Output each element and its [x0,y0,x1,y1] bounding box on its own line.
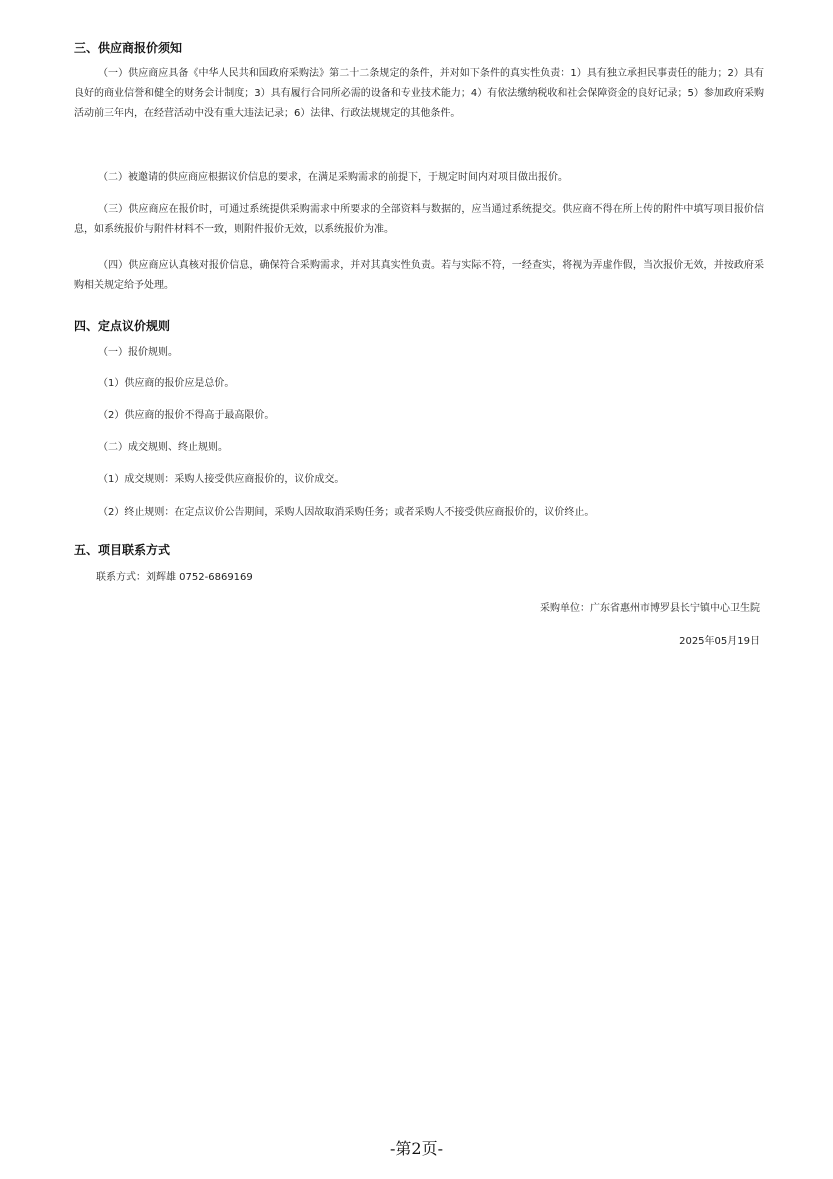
section-title-supplier-quotation-notice: 三、供应商报价须知 [74,41,183,55]
rule-line: （1）供应商的报价应是总价。 [98,378,235,389]
purchaser-name: 采购单位：广东省惠州市博罗县长宁镇中心卫生院 [540,603,760,614]
rule-line: （1）成交规则：采购人接受供应商报价的，议价成交。 [98,474,345,485]
paragraph-verify-quotation: （四）供应商应认真核对报价信息，确保符合采购需求，并对其真实性负责。若与实际不符，一经查实，将视为弄虚作假，当次报价无效，并按政府采购相关规定给予处理。 [74,260,764,291]
paragraph-supplier-qualifications: （一）供应商应具备《中华人民共和国政府采购法》第二十二条规定的条件，并对如下条件的真实性负责：1）具有独立承担民事责任的能力；2）具有良好的商业信誉和健全的财务会计制度；3）具有履行合同所必需的设备和专业技术能力；4）有依法缴纳税收和社会保障资金的良好记录；5）参加政府采购活动前三年内，在经营活动中没有重大违法记录；6）法律、行政法规规定的其他条件。 [74,68,764,119]
rule-line: （2）终止规则：在定点议价公告期间，采购人因故取消采购任务；或者采购人不接受供应商报价的，议价终止。 [98,507,595,518]
section-title-pricing-rules: 四、定点议价规则 [74,319,171,333]
page-number: -第2页- [390,1139,443,1158]
rule-line: （一）报价规则。 [98,347,178,358]
rule-line: （2）供应商的报价不得高于最高限价。 [98,410,275,421]
paragraph-system-submission: （三）供应商应在报价时，可通过系统提供采购需求中所要求的全部资料与数据的，应当通过系统提交。供应商不得在所上传的附件中填写项目报价信息，如系统报价与附件材料不一致，则附件报价无效，以系统报价为准。 [74,204,764,235]
paragraph-invited-supplier-quote: （二）被邀请的供应商应根据议价信息的要求，在满足采购需求的前提下，于规定时间内对项目做出报价。 [98,172,568,183]
section-title-contact: 五、项目联系方式 [74,543,171,557]
rule-line: （二）成交规则、终止规则。 [98,442,228,453]
contact-info: 联系方式：刘辉雄 0752-6869169 [96,572,253,583]
document-date: 2025年05月19日 [679,636,760,647]
